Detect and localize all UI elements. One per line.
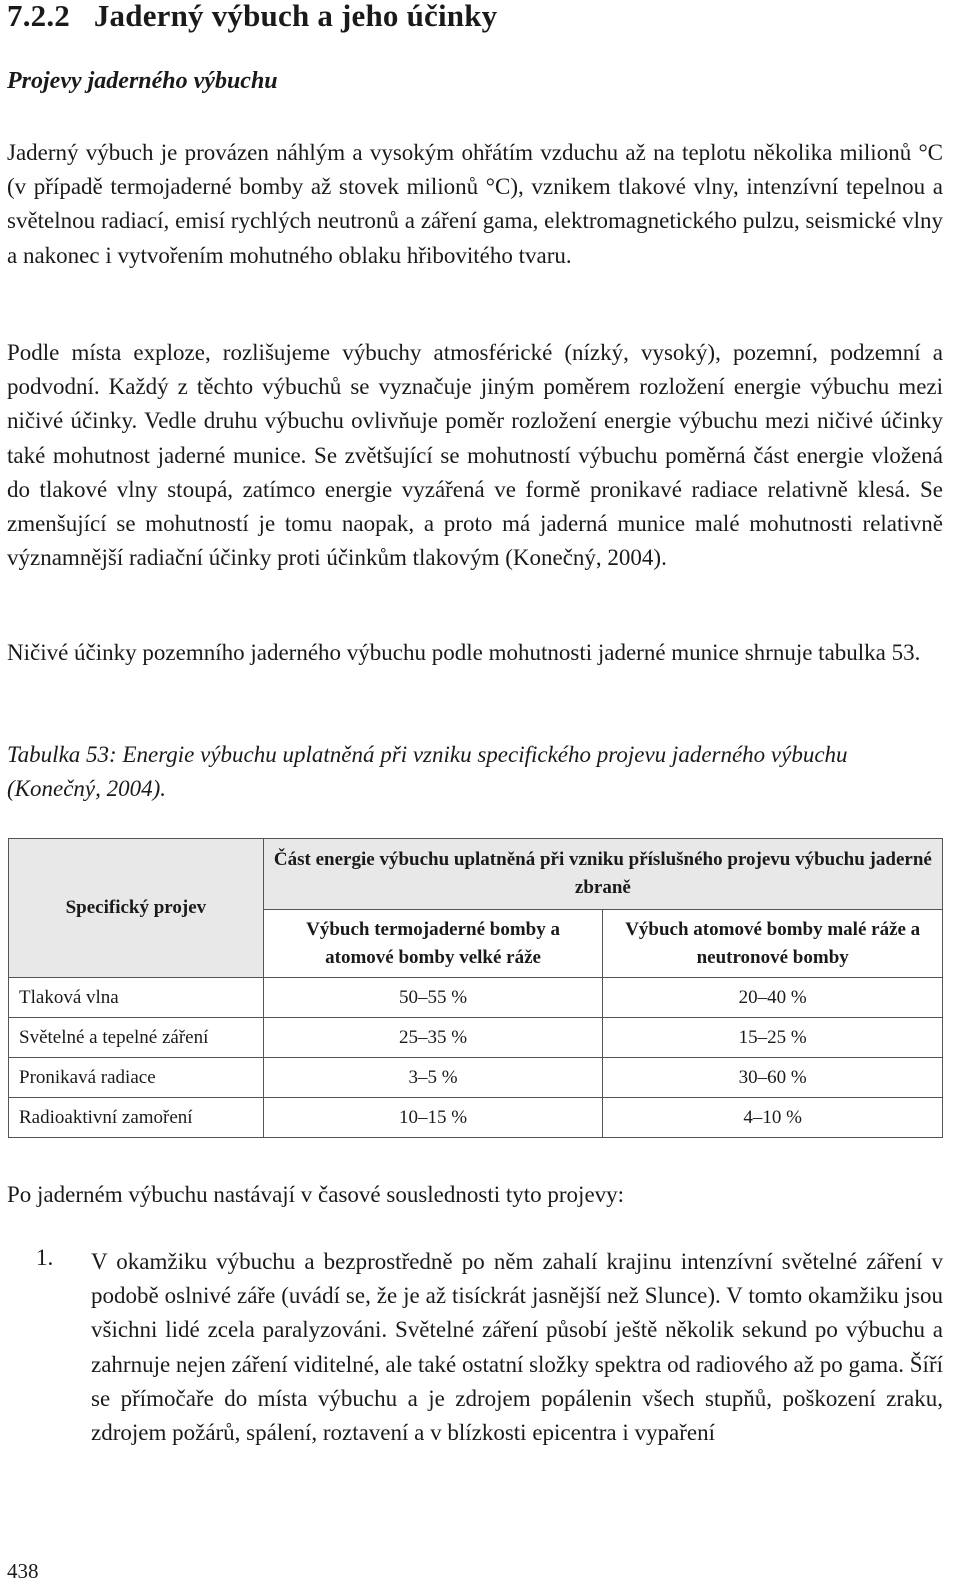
- section-title: Jaderný výbuch a jeho účinky: [93, 0, 498, 33]
- row-value-large: 25–35 %: [263, 1018, 603, 1058]
- energy-table: [8, 838, 943, 1138]
- table-header-row: [9, 839, 943, 910]
- row-label: Pronikavá radiace: [9, 1058, 264, 1098]
- list-intro: Po jaderném výbuchu nastávají v časové souslednosti tyto projevy:: [7, 1182, 625, 1207]
- header-specific-effect: Specifický projev: [9, 839, 264, 978]
- section-number: 7.2.2: [7, 0, 70, 33]
- table-row: [9, 1018, 943, 1058]
- row-value-large: 50–55 %: [263, 978, 603, 1018]
- row-value-small: 15–25 %: [603, 1018, 943, 1058]
- row-value-small: 4–10 %: [603, 1098, 943, 1138]
- table-row: [9, 978, 943, 1018]
- row-label: Radioaktivní zamoření: [9, 1098, 264, 1138]
- table-caption: Tabulka 53: Energie výbuchu uplatněná při vzniku specifického projevu jaderného výbuchu (Konečný, 2004).: [7, 742, 848, 801]
- row-value-small: 20–40 %: [603, 978, 943, 1018]
- table-row: [9, 1098, 943, 1138]
- paragraph-explosion-types: Podle místa exploze, rozlišujeme výbuchy atmosférické (nízký, vysoký), pozemní, podzemní a podvodní. Každý z těchto výbuchů se vyznačuje jiným poměrem rozložení energie výbuchu mezi ničivé účinky. Vedle druhu výbuchu ovlivňuje poměr rozložení energie výbuchu mezi ničivé účinky také mohutnost jaderné munice. Se zvětšující se mohutností výbuchu poměrná část energie vložená do tlakové vlny stoupá, zatímco energie vyzářená ve formě pronikavé radiace relativně klesá. Se zmenšující se mohutností je tomu naopak, a proto má jaderná munice malé mohutnosti relativně významnější radiační účinky proti účinkům tlakovým (Konečný, 2004).: [7, 340, 943, 571]
- page-number: 438: [7, 1559, 39, 1583]
- list-item-number: 1.: [36, 1245, 54, 1270]
- paragraph-table-reference: Ničivé účinky pozemního jaderného výbuchu podle mohutnosti jaderné munice shrnuje tabulka 53.: [7, 640, 921, 665]
- section-heading: [7, 0, 497, 34]
- list-item-text: V okamžiku výbuchu a bezprostředně po něm zahalí krajinu intenzívní světelné záření v podobě oslnivé záře (uvádí se, že je až tisíckrát jasnější než Slunce). V tomto okamžiku jsou všichni lidé zcela paralyzováni. Světelné záření působí ještě několik sekund po výbuchu a zahrnuje nejen záření viditelné, ale také ostatní složky spektra od radiového až po gama. Šíří se přímočaře do místa výbuchu a je zdrojem popálenin všech stupňů, poškození zraku, zdrojem požárů, spálení, roztavení a v blízkosti epicentra i vypaření: [91, 1249, 943, 1446]
- header-thermonuclear-large: Výbuch termojaderné bomby a atomové bomby velké ráže: [263, 910, 603, 978]
- row-value-small: 30–60 %: [603, 1058, 943, 1098]
- header-atomic-small-neutron: Výbuch atomové bomby malé ráže a neutronové bomby: [603, 910, 943, 978]
- table-row: [9, 1058, 943, 1098]
- row-value-large: 10–15 %: [263, 1098, 603, 1138]
- row-value-large: 3–5 %: [263, 1058, 603, 1098]
- header-energy-share: Část energie výbuchu uplatněná při vzniku příslušného projevu výbuchu jaderné zbraně: [263, 839, 942, 910]
- row-label: Tlaková vlna: [9, 978, 264, 1018]
- row-label: Světelné a tepelné záření: [9, 1018, 264, 1058]
- subsection-title: Projevy jaderného výbuchu: [7, 68, 278, 94]
- paragraph-intro: Jaderný výbuch je provázen náhlým a vysokým ohřátím vzduchu až na teplotu několika milionů °C (v případě termojaderné bomby až stovek milionů °C), vznikem tlakové vlny, intenzívní tepelnou a světelnou radiací, emisí rychlých neutronů a záření gama, elektromagnetického pulzu, seismické vlny a nakonec i vytvořením mohutného oblaku hřibovitého tvaru.: [7, 140, 943, 268]
